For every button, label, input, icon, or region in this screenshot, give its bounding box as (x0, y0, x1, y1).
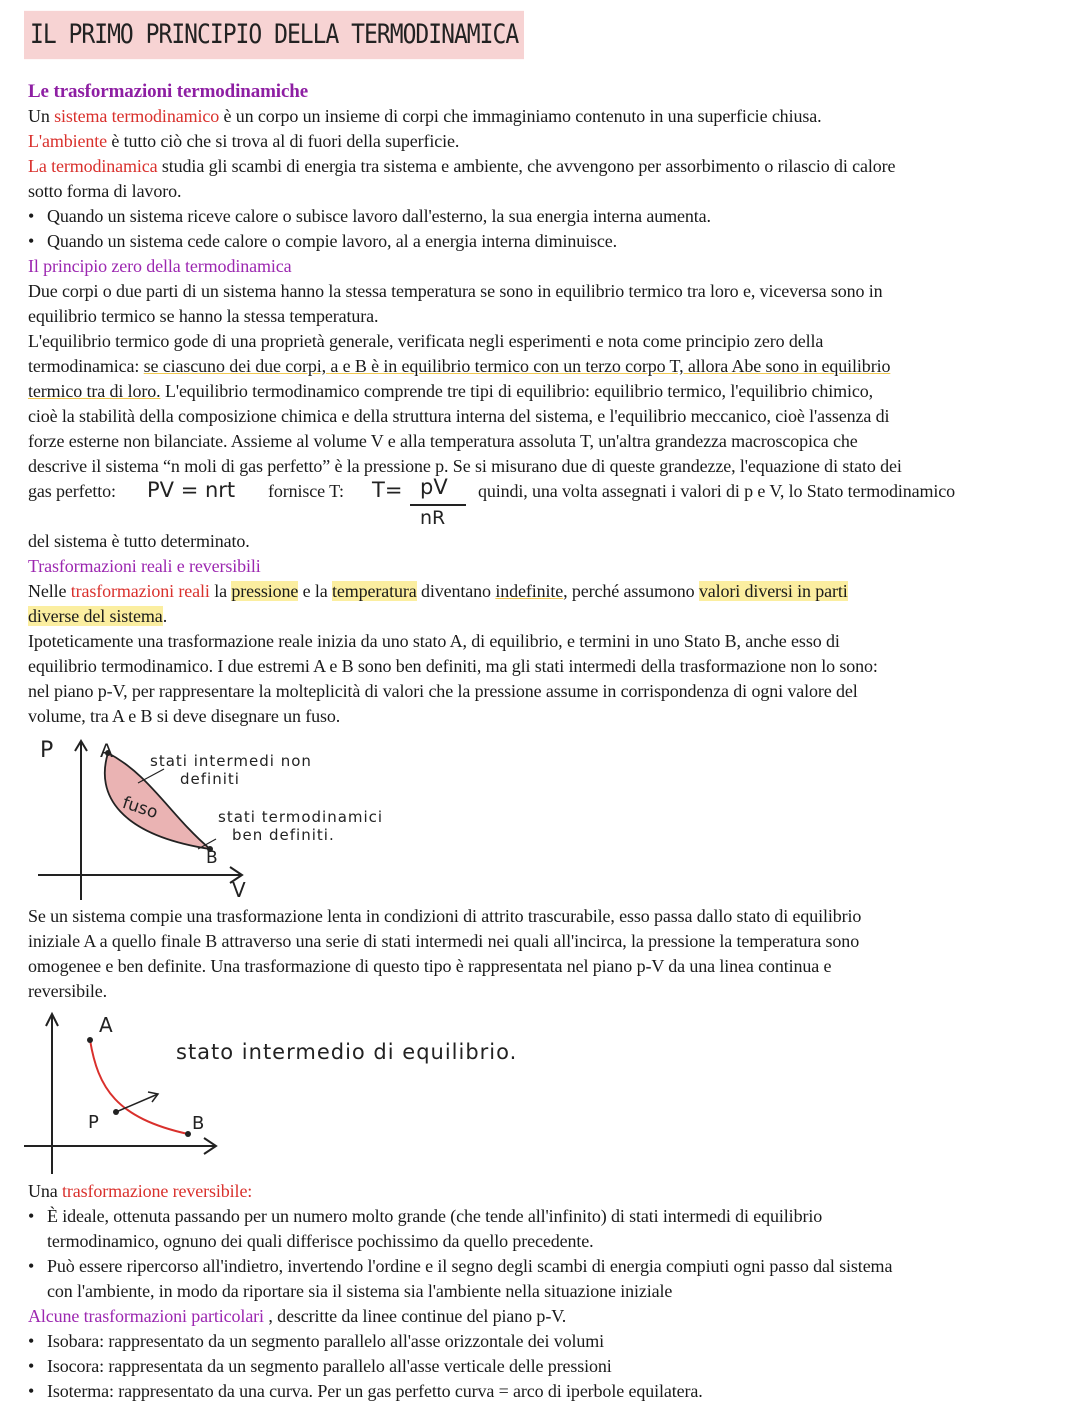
highlighted-statement: se ciascuno dei due corpi, a e B è in equilibrio termico con un terzo corpo T, allora Abe sono in equilibrio (143, 356, 891, 376)
bullet-icon: • (28, 1381, 35, 1401)
term-reversibile: trasformazione reversibile: (62, 1181, 253, 1201)
term-termodinamica: La termodinamica (28, 156, 158, 176)
equation-t-numerator: pV (420, 475, 448, 499)
annotation: stati intermedi non (150, 752, 312, 770)
paragraph-line: quindi, una volta assegnati i valori di p e V, lo Stato termodinamico (478, 481, 955, 501)
paragraph-line: descrive il sistema “n moli di gas perfetto” è la pressione p. Se si misurano due di queste grandezze, l'equazione di stato dei (28, 456, 902, 476)
label-b: B (206, 848, 218, 868)
section-heading-principio-zero: Il principio zero della termodinamica (28, 256, 292, 276)
term-ambiente: L'ambiente (28, 131, 108, 151)
axis-label-p: P (40, 738, 54, 763)
paragraph-line: L'ambiente è tutto ciò che si trova al di fuori della superficie. (28, 131, 460, 151)
bullet-icon: • (28, 206, 35, 226)
paragraph-line: equilibrio termodinamico. I due estremi A e B sono ben definiti, ma gli stati intermedi della trasformazione non lo sono: (28, 656, 878, 676)
subheading-trasformazioni-particolari: Alcune trasformazioni particolari (28, 1306, 264, 1326)
point-b (185, 1131, 191, 1137)
reversible-diagram (20, 1008, 240, 1178)
paragraph-line: volume, tra A e B si deve disegnare un fuso. (28, 706, 341, 726)
list-item-continuation: con l'ambiente, in modo da riportare sia il sistema sia l'ambiente nella situazione iniziale (47, 1281, 673, 1301)
paragraph-line: sotto forma di lavoro. (28, 181, 182, 201)
paragraph-line: Ipoteticamente una trasformazione reale inizia da uno stato A, di equilibrio, e termini in uno Stato B, anche esso di (28, 631, 840, 651)
annotation: stati termodinamici (218, 808, 384, 826)
paragraph-line: omogenee e ben definite. Una trasformazione di questo tipo è rappresentata nel piano p-V da una linea continua e (28, 956, 832, 976)
list-item: • Isocora: rappresentata da un segmento parallelo all'asse verticale delle pressioni (28, 1354, 612, 1379)
paragraph-line: cioè la stabilità della composizione chimica e della struttura interna del sistema, e l'equilibrio meccanico, cioè l'assenza di (28, 406, 890, 426)
bullet-icon: • (28, 1206, 35, 1226)
bullet-icon: • (28, 231, 35, 251)
equation-t-lhs: T= (372, 478, 403, 502)
paragraph-line: termodinamica: se ciascuno dei due corpi, a e B è in equilibrio termico con un terzo corpo T, allora Abe sono in equilibrio (28, 356, 891, 376)
paragraph-line: del sistema è tutto determinato. (28, 531, 250, 551)
label-a: A (100, 740, 113, 762)
equation-pv-nrt: PV = nrt (147, 478, 236, 502)
equation-t-denominator: nR (420, 507, 446, 529)
paragraph-line: Alcune trasformazioni particolari , descritte da linee continue del piano p-V. (28, 1306, 567, 1326)
paragraph-line: La termodinamica studia gli scambi di energia tra sistema e ambiente, che avvengono per assorbimento o rilascio di calore (28, 156, 896, 176)
paragraph-line: Se un sistema compie una trasformazione lenta in condizioni di attrito trascurabile, esso passa dallo stato di equilibrio (28, 906, 862, 926)
list-item: • Isobara: rappresentato da un segmento parallelo all'asse orizzontale dei volumi (28, 1329, 604, 1354)
fuso-label: fuso (119, 792, 161, 824)
paragraph-line: fornisce T: (268, 481, 344, 501)
paragraph-line: diverse del sistema. (28, 606, 168, 626)
point-a (87, 1037, 93, 1043)
section-heading-trasformazioni: Le trasformazioni termodinamiche (28, 81, 309, 102)
bullet-icon: • (28, 1331, 35, 1351)
label-b: B (192, 1113, 205, 1134)
paragraph-line: iniziale A a quello finale B attraverso una serie di stati intermedi nei quali all'incirca, la pressione la temperatura sono (28, 931, 860, 951)
bullet-icon: • (28, 1256, 35, 1276)
list-item: • È ideale, ottenuta passando per un numero molto grande (che tende all'infinito) di stati intermedi di equilibrio (28, 1204, 822, 1229)
bullet-icon: • (28, 1356, 35, 1376)
pointer-line (138, 769, 164, 783)
paragraph-line: Una trasformazione reversibile: (28, 1181, 253, 1201)
term-sistema: sistema termodinamico (54, 106, 220, 126)
paragraph-line: Un sistema termodinamico è un corpo un insieme di corpi che immaginiamo contenuto in una superficie chiusa. (28, 106, 822, 126)
paragraph-line: equilibrio termico se hanno la stessa temperatura. (28, 306, 379, 326)
annotation: ben definiti. (232, 826, 335, 844)
annotation: stato intermedio di equilibrio. (176, 1040, 518, 1064)
paragraph-line: termico tra di loro. L'equilibrio termodinamico comprende tre tipi di equilibrio: equilibrio termico, l'equilibrio chimico, (28, 381, 874, 401)
label-a: A (99, 1013, 113, 1037)
annotation: definiti (180, 770, 240, 788)
list-item-continuation: termodinamico, ognuno dei quali differisce pochissimo da quello precedente. (47, 1231, 594, 1251)
paragraph-line: nel piano p-V, per rappresentare la molteplicità di valori che la pressione assume in corrispondenza di ogni valore del (28, 681, 858, 701)
paragraph-line: L'equilibrio termico gode di una proprietà generale, verificata negli esperimenti e nota come principio zero della (28, 331, 824, 351)
section-heading-reali-reversibili: Trasformazioni reali e reversibili (28, 556, 261, 576)
paragraph-line: Nelle trasformazioni reali la pressione e la temperatura diventano indefinite, perché assumono valori diversi in parti (28, 581, 848, 601)
paragraph-line: forze esterne non bilanciate. Assieme al volume V e alla temperatura assoluta T, un'altra grandezza macroscopica che (28, 431, 858, 451)
axis-label-v: V (232, 878, 246, 902)
page-title: IL PRIMO PRINCIPIO DELLA TERMODINAMICA (24, 11, 524, 59)
paragraph-line: Due corpi o due parti di un sistema hanno la stessa temperatura se sono in equilibrio termico tra loro e, viceversa sono in (28, 281, 883, 301)
paragraph-line: reversibile. (28, 981, 108, 1001)
list-item: • Può essere ripercorso all'indietro, invertendo l'ordine e il segno degli scambi di energia compiuti ogni passo dal sistema (28, 1254, 892, 1279)
label-p: P (88, 1112, 99, 1133)
paragraph-line: gas perfetto: (28, 481, 116, 501)
list-item: • Isoterma: rappresentato da una curva. Per un gas perfetto curva = arco di iperbole equilatera. (28, 1379, 703, 1404)
list-item: • Quando un sistema cede calore o compie lavoro, al a energia interna diminuisce. (28, 229, 617, 254)
list-item: • Quando un sistema riceve calore o subisce lavoro dall'esterno, la sua energia interna aumenta. (28, 204, 711, 229)
pointer-arrow (116, 1094, 158, 1112)
reversible-curve (90, 1040, 188, 1134)
